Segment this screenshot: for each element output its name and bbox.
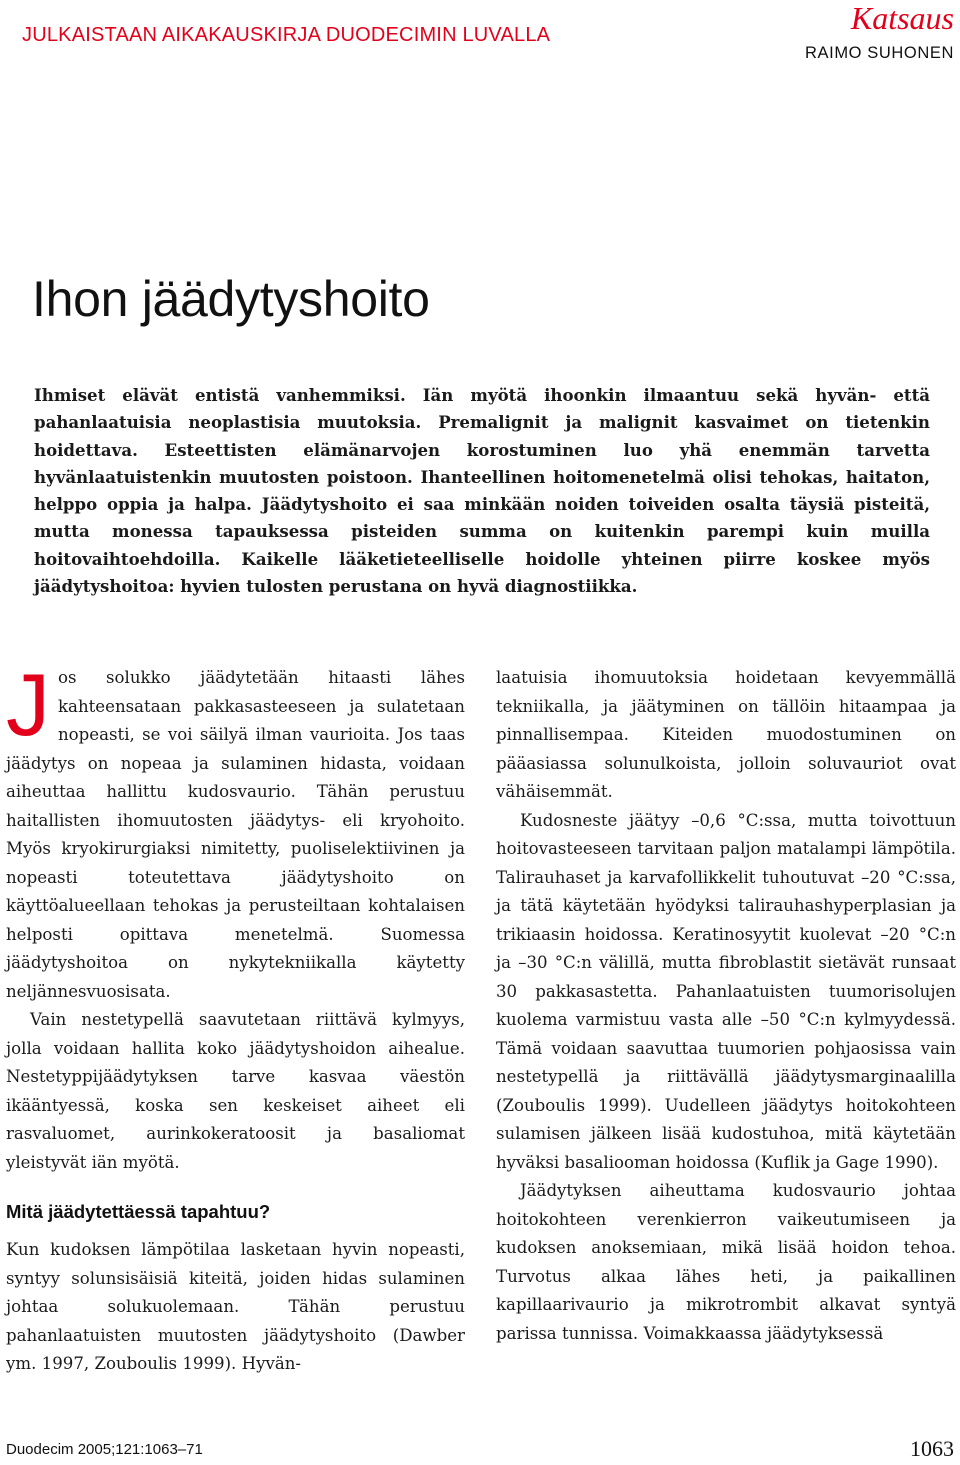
- paragraph-text: os solukko jäädytetään hitaasti lähes kahteensataan pakkasasteeseen ja sulatetaan nopeasti, se voi säilyä ilman vaurioita. Jos taas jäädytys on nopeaa ja sulaminen hidasta, voidaan aiheuttaa hallittu kudosvaurio. Tähän perustuu haitallisten ihomuutosten jäädytys- eli kryohoito. Myös kryokirurgiaksi nimitetty, puoliselektiivinen ja nopeasti toteutettava jäädytyshoito on käyttöalueellaan tehokas ja perusteiltaan kohtalaisen helposti opittava menetelmä. Suomessa jäädytyshoitoa on nykytekniikalla käytetty neljännesvuosisata.: [6, 668, 465, 1001]
- body-paragraph: Kudosneste jäätyy –0,6 °C:ssa, mutta toivottuun hoitovasteeseen tarvitaan paljon matalampi lämpötila. Talirauhaset ja karvafollikkelit tuhoutuvat –20 °C:ssa, ja tätä käytetään hyödyksi talirauhashyperplasian ja trikiaasin hoidossa. Keratinosyytit kuolevat –20 °C:n ja –30 °C:n välillä, mutta fibroblastit sietävät runsaat 30 pakkasastetta. Pahanlaatuisten tuumorisolujen kuolema varmistuu vasta alle –50 °C:n kylmyydessä. Tämä voidaan saavuttaa tuumorien pohjaosissa vain nestetypellä ja riittävällä jäädytysmarginaalilla (Zouboulis 1999). Uudelleen jäädytys hoitokohteen sulamisen jälkeen lisää kudostuhoa, mitä käytetään hyväksi basaliooman hoidossa (Kuflik ja Gage 1990).: [496, 810, 956, 1172]
- body-column-left: [6, 655, 465, 1379]
- body-paragraph: Kun kudoksen lämpötilaa lasketaan hyvin nopeasti, syntyy solunsisäisiä kiteitä, joiden hidas sulaminen johtaa solukuolemaan. Tähän perustuu pahanlaatuisten muutosten jäädytyshoito (Dawber ym. 1997, Zouboulis 1999). Hyvän-: [6, 1240, 465, 1373]
- dropcap-letter: J: [6, 655, 50, 754]
- section-heading: Mitä jäädytettäessä tapahtuu?: [6, 1201, 271, 1222]
- journal-citation: Duodecim 2005;121:1063–71: [6, 1441, 203, 1458]
- body-paragraph: laatuisia ihomuutoksia hoidetaan kevyemmällä tekniikalla, ja jäätyminen on tällöin hitaampaa ja pinnallisempaa. Kiteiden muodostuminen on pääasiassa solunulkoista, jolloin soluvauriot ovat vähäisemmät.: [496, 668, 956, 801]
- article-author: RAIMO SUHONEN: [805, 44, 954, 62]
- article-abstract: Ihmiset elävät entistä vanhemmiksi. Iän myötä ihoonkin ilmaantuu sekä hyvän- että pahanlaatuisia neoplastisia muutoksia. Premalignit ja malignit kasvaimet on tietenkin hoidettava. Esteettisten elämänarvojen korostuminen luo yhä enemmän tarvetta hyvänlaatuistenkin muutosten poistoon. Ihanteellinen hoitomenetelmä olisi tehokas, haitaton, helppo oppia ja halpa. Jäädytyshoito ei saa minkään noiden toiveiden osalta täysiä pisteitä, mutta monessa tapauksessa pisteiden summa on kuitenkin parempi kuin muilla hoitovaihtoehdoilla. Kaikelle lääketieteelliselle hoidolle yhteinen piirre koskee myös jäädytyshoitoa: hyvien tulosten perustana on hyvä diagnostiikka.: [34, 385, 930, 597]
- article-category: Katsaus: [850, 0, 954, 36]
- body-paragraph: Vain nestetypellä saavutetaan riittävä kylmyys, jolla voidaan hallita koko jäädytyshoidon aihealue. Nestetyppijäädytyksen tarve kasvaa väestön ikääntyessä, koska sen keskeiset aiheet eli rasvaluomet, aurinkokeratoosit ja basaliomat yleistyvät iän myötä.: [6, 1010, 465, 1172]
- publisher-notice: JULKAISTAAN AIKAKAUSKIRJA DUODECIMIN LUVALLA: [22, 24, 551, 46]
- body-paragraph: Jäädytyksen aiheuttama kudosvaurio johtaa hoitokohteen verenkierron vaikeutumiseen ja kudoksen anoksemiaan, mikä lisää hoidon tehoa. Turvotus alkaa lähes heti, ja paikallinen kapillaarivaurio ja mikrotrombit alkavat syntyä parissa tunnissa. Voimakkaassa jäädytyksessä: [496, 1181, 956, 1343]
- page-number: 1063: [910, 1436, 954, 1461]
- body-column-right: [496, 664, 956, 1348]
- header-right: [805, 0, 954, 63]
- body-paragraph: [6, 655, 465, 1006]
- article-title: Ihon jäädytyshoito: [32, 271, 430, 327]
